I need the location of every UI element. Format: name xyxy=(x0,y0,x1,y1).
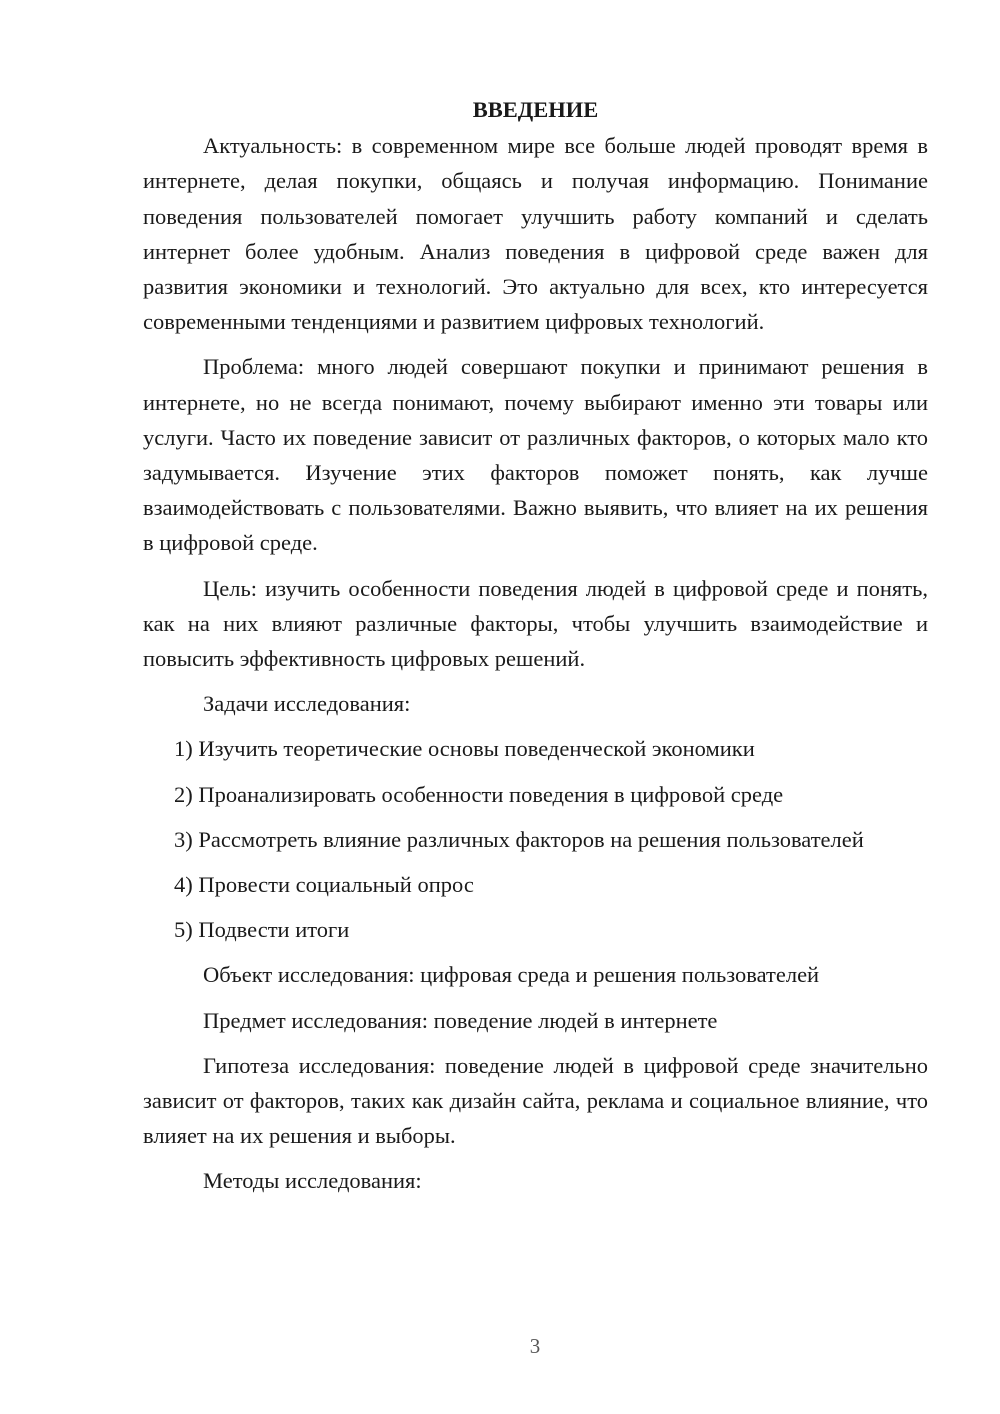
page-number: 3 xyxy=(529,1334,541,1358)
task-number: 1) xyxy=(174,736,193,762)
hypothesis-paragraph: Гипотеза исследования: поведение людей в цифровой среде значительно зависит от факторов, таких как дизайн сайта, реклама и социальное влияние, что влияет на их решения и выборы. xyxy=(143,1052,928,1149)
task-item-3 xyxy=(143,822,928,857)
problem-paragraph: Проблема: много людей совершают покупки и принимают решения в интернете, но не всегда понимают, почему выбирают именно эти товары или услуги. Часто их поведение зависит от различных факторов, о которых мало кто задумывается. Изучение этих факторов поможет понять, как лучше взаимодействовать с пользователями. Важно выявить, что влияет на их решения в цифровой среде. xyxy=(143,354,928,556)
task-text: Проанализировать особенности поведения в цифровой среде xyxy=(198,781,784,807)
task-item-4 xyxy=(143,867,928,902)
task-number: 5) xyxy=(174,917,193,943)
document-page xyxy=(143,92,928,1209)
task-text: Изучить теоретические основы поведенческой экономики xyxy=(198,736,755,762)
task-item-1 xyxy=(143,731,928,766)
relevance-paragraph: Актуальность: в современном мире все больше людей проводят время в интернете, делая покупки, общаясь и получая информацию. Понимание поведения пользователей помогает улучшить работу компаний и сделать интернет более удобным. Анализ поведения в цифровой среде важен для развития экономики и технологий. Это актуально для всех, кто интересуется современными тенденциями и развитием цифровых технологий. xyxy=(143,133,928,335)
object-line: Объект исследования: цифровая среда и решения пользователей xyxy=(203,962,820,988)
task-text: Рассмотреть влияние различных факторов на решения пользователей xyxy=(198,826,864,852)
task-text: Провести социальный опрос xyxy=(198,872,474,898)
task-item-5 xyxy=(143,912,928,947)
task-item-2 xyxy=(143,777,928,812)
task-text: Подвести итоги xyxy=(198,917,350,943)
goal-paragraph: Цель: изучить особенности поведения людей в цифровой среде и понять, как на них влияют различные факторы, чтобы улучшить взаимодействие и повысить эффективность цифровых решений. xyxy=(143,575,928,672)
task-number: 2) xyxy=(174,781,193,807)
task-number: 3) xyxy=(174,826,193,852)
page-title: ВВЕДЕНИЕ xyxy=(472,97,599,122)
tasks-heading: Задачи исследования: xyxy=(203,691,411,717)
methods-heading: Методы исследования: xyxy=(203,1168,422,1194)
subject-line: Предмет исследования: поведение людей в интернете xyxy=(203,1007,718,1033)
task-number: 4) xyxy=(174,872,193,898)
